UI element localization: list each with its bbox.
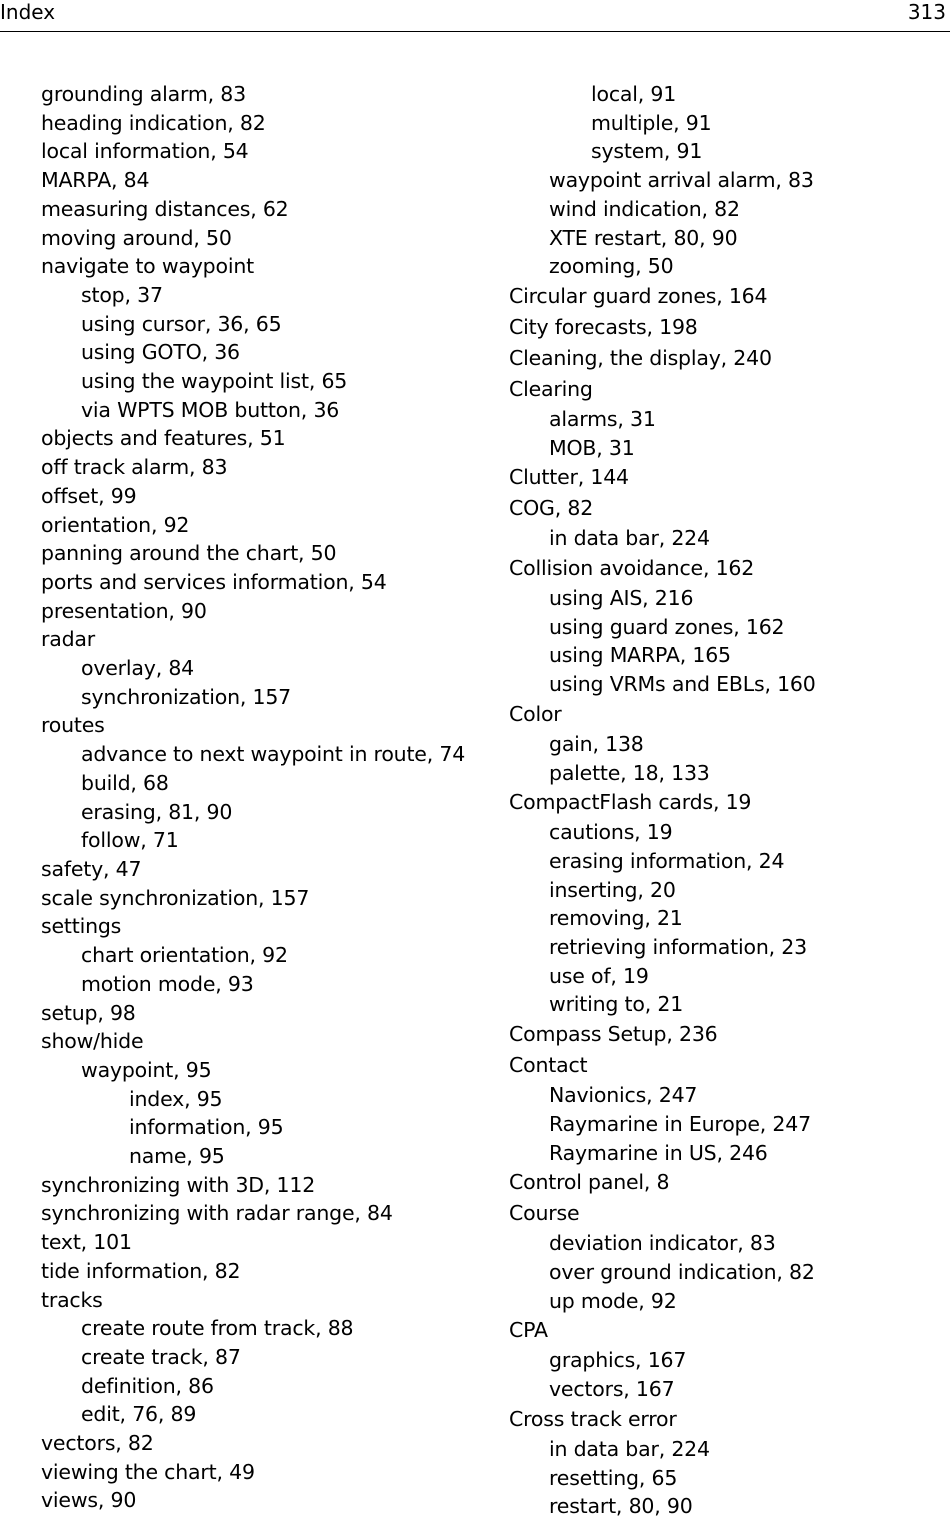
index-entry: Control panel, 8 — [509, 1170, 670, 1195]
running-head-title: Index — [0, 0, 56, 24]
index-entry: scale synchronization, 157 — [41, 885, 310, 910]
index-subentry: cautions, 19 — [549, 820, 673, 845]
index-subentry: using VRMs and EBLs, 160 — [549, 672, 816, 697]
index-entry: tracks — [41, 1287, 103, 1312]
index-subentry: resetting, 65 — [549, 1465, 678, 1490]
index-subentry: in data bar, 224 — [549, 526, 710, 551]
index-subentry: gain, 138 — [549, 731, 644, 756]
index-subentry: palette, 18, 133 — [549, 760, 710, 785]
index-subentry: system, 91 — [591, 139, 703, 164]
index-subentry: using GOTO, 36 — [81, 340, 240, 365]
index-entry: moving around, 50 — [41, 225, 232, 250]
index-subentry: inserting, 20 — [549, 877, 676, 902]
index-subentry: follow, 71 — [81, 828, 179, 853]
index-subentry: stop, 37 — [81, 282, 163, 307]
index-subentry: create route from track, 88 — [81, 1316, 354, 1341]
index-subentry: definition, 86 — [81, 1373, 214, 1398]
index-subentry: alarms, 31 — [549, 406, 656, 431]
index-entry: show/hide — [41, 1029, 144, 1054]
index-subentry: deviation indicator, 83 — [549, 1231, 776, 1256]
index-entry: orientation, 92 — [41, 512, 190, 537]
index-entry: MARPA, 84 — [41, 168, 150, 193]
index-entry: presentation, 90 — [41, 598, 207, 623]
index-subentry: Raymarine in Europe, 247 — [549, 1111, 811, 1136]
index-entry: Clearing — [509, 376, 593, 401]
page-header — [0, 0, 950, 32]
index-entry: text, 101 — [41, 1230, 132, 1255]
index-subentry: waypoint arrival alarm, 83 — [549, 168, 814, 193]
index-entry: CPA — [509, 1318, 548, 1343]
index-subentry: graphics, 167 — [549, 1348, 687, 1373]
index-subentry: using guard zones, 162 — [549, 614, 785, 639]
index-subentry: overlay, 84 — [81, 656, 195, 681]
index-entry: Cleaning, the display, 240 — [509, 345, 772, 370]
index-entry: Course — [509, 1201, 580, 1226]
index-entry: setup, 98 — [41, 1000, 136, 1025]
index-subentry: using MARPA, 165 — [549, 643, 731, 668]
index-subentry: vectors, 167 — [549, 1377, 675, 1402]
index-entry: off track alarm, 83 — [41, 455, 228, 480]
index-entry: settings — [41, 914, 122, 939]
index-entry: Collision avoidance, 162 — [509, 556, 755, 581]
index-entry: offset, 99 — [41, 483, 137, 508]
index-subentry: MOB, 31 — [549, 435, 635, 460]
index-subentry: erasing information, 24 — [549, 848, 785, 873]
index-entry: synchronizing with radar range, 84 — [41, 1201, 393, 1226]
index-subentry: wind indication, 82 — [549, 196, 740, 221]
index-subentry: using cursor, 36, 65 — [81, 311, 282, 336]
index-subentry: zooming, 50 — [549, 254, 674, 279]
index-entry: views, 90 — [41, 1488, 137, 1513]
index-column-right — [509, 80, 947, 1521]
index-subentry: up mode, 92 — [549, 1288, 677, 1313]
index-subentry: name, 95 — [129, 1144, 225, 1169]
index-subentry: using the waypoint list, 65 — [81, 369, 348, 394]
index-subentry: restart, 80, 90 — [549, 1494, 693, 1519]
index-subentry: edit, 76, 89 — [81, 1402, 197, 1427]
index-subentry: information, 95 — [129, 1115, 284, 1140]
index-subentry: advance to next waypoint in route, 74 — [81, 742, 466, 767]
index-entry: tide information, 82 — [41, 1258, 241, 1283]
index-entry: local information, 54 — [41, 139, 249, 164]
index-subentry: index, 95 — [129, 1086, 223, 1111]
index-entry: Compass Setup, 236 — [509, 1022, 718, 1047]
page-number: 313 — [907, 0, 946, 24]
index-entry: objects and features, 51 — [41, 426, 286, 451]
index-entry: Cross track error — [509, 1406, 677, 1431]
index-subentry: local, 91 — [591, 82, 677, 106]
index-entry: routes — [41, 713, 105, 738]
index-subentry: removing, 21 — [549, 906, 683, 931]
index-entry: measuring distances, 62 — [41, 196, 289, 221]
index-entry: heading indication, 82 — [41, 110, 266, 135]
index-subentry: create track, 87 — [81, 1344, 241, 1369]
index-subentry: using AIS, 216 — [549, 586, 694, 611]
index-entry: viewing the chart, 49 — [41, 1459, 255, 1484]
index-entry: grounding alarm, 83 — [41, 82, 246, 106]
index-entry: vectors, 82 — [41, 1431, 154, 1456]
index-subentry: synchronization, 157 — [81, 684, 292, 709]
index-subentry: multiple, 91 — [591, 110, 712, 135]
index-subentry: use of, 19 — [549, 963, 649, 988]
index-subentry: writing to, 21 — [549, 992, 684, 1017]
index-subentry: retrieving information, 23 — [549, 935, 807, 960]
index-subentry: via WPTS MOB button, 36 — [81, 397, 340, 422]
index-subentry: waypoint, 95 — [81, 1057, 212, 1082]
index-entry: radar — [41, 627, 95, 652]
index-entry: safety, 47 — [41, 856, 142, 881]
index-subentry: chart orientation, 92 — [81, 943, 288, 968]
index-entry: navigate to waypoint — [41, 254, 254, 279]
index-entry: synchronizing with 3D, 112 — [41, 1172, 316, 1197]
index-subentry: erasing, 81, 90 — [81, 799, 233, 824]
index-subentry: Raymarine in US, 246 — [549, 1140, 768, 1165]
index-entry: panning around the chart, 50 — [41, 541, 337, 566]
index-column-left — [41, 80, 501, 1515]
index-subentry: motion mode, 93 — [81, 971, 254, 996]
index-entry: COG, 82 — [509, 496, 594, 521]
index-subentry: Navionics, 247 — [549, 1083, 698, 1108]
index-subentry: XTE restart, 80, 90 — [549, 225, 738, 250]
index-entry: CompactFlash cards, 19 — [509, 790, 752, 815]
index-subentry: build, 68 — [81, 770, 169, 795]
index-subentry: over ground indication, 82 — [549, 1259, 815, 1284]
index-entry: City forecasts, 198 — [509, 314, 698, 339]
index-entry: Color — [509, 701, 562, 726]
index-entry: Contact — [509, 1053, 588, 1078]
index-entry: ports and services information, 54 — [41, 569, 387, 594]
index-entry: Circular guard zones, 164 — [509, 283, 768, 308]
index-subentry: in data bar, 224 — [549, 1436, 710, 1461]
index-entry: Clutter, 144 — [509, 465, 629, 490]
